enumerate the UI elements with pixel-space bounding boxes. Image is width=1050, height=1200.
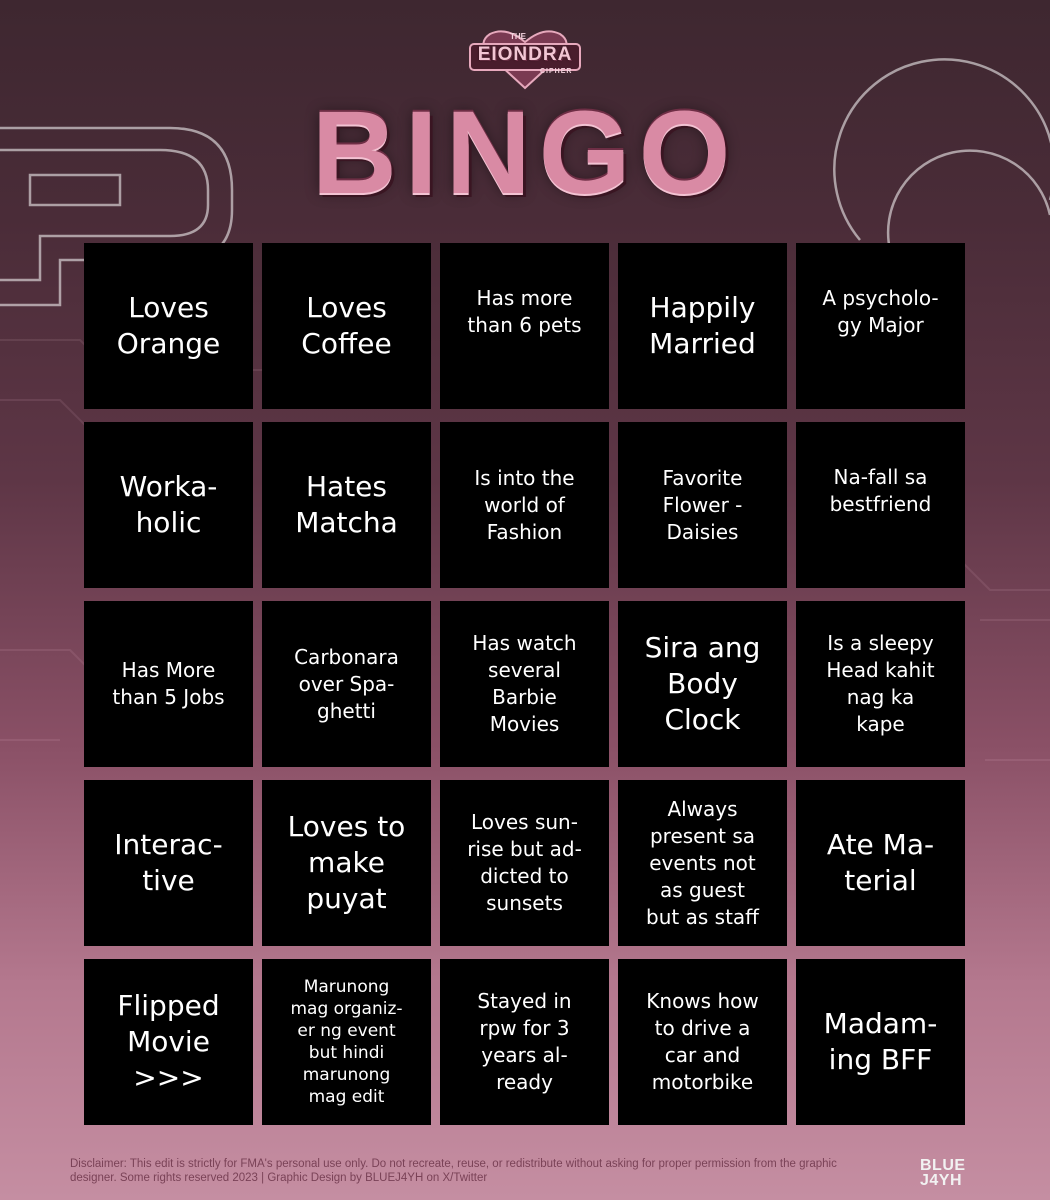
bingo-cell-text: Is into the world of Fashion bbox=[474, 465, 575, 544]
bingo-cell[interactable] bbox=[796, 959, 965, 1125]
bingo-cell[interactable] bbox=[796, 601, 965, 767]
bingo-cell[interactable] bbox=[618, 243, 787, 409]
bingo-cell[interactable] bbox=[440, 243, 609, 409]
designer-logo-line2: J4YH bbox=[920, 1172, 963, 1189]
bingo-cell-text: Hates Matcha bbox=[295, 470, 398, 539]
bingo-cell-text: Na-fall sa bestfriend bbox=[829, 465, 932, 516]
bingo-cell-text: Loves sun- rise but ad- dicted to sunsets bbox=[467, 810, 582, 915]
bingo-cell[interactable] bbox=[262, 243, 431, 409]
bingo-cell-text: Has More than 5 Jobs bbox=[112, 658, 225, 709]
bingo-cell[interactable] bbox=[440, 959, 609, 1125]
logo-cipher-text: CIPHER bbox=[540, 68, 573, 75]
logo-name: EIONDRA bbox=[477, 44, 573, 65]
bingo-cell[interactable] bbox=[84, 780, 253, 946]
bingo-cell[interactable] bbox=[262, 959, 431, 1125]
bingo-cell-text: Carbonara over Spa- ghetti bbox=[294, 644, 399, 723]
bingo-cell[interactable] bbox=[84, 422, 253, 588]
bingo-cell-text: Favorite Flower - Daisies bbox=[662, 465, 743, 544]
bingo-cell-text: Has more than 6 pets bbox=[467, 286, 582, 337]
page-title: BINGO bbox=[311, 87, 739, 219]
bingo-cell[interactable] bbox=[618, 601, 787, 767]
bingo-cell-text: Worka- holic bbox=[119, 470, 218, 539]
bingo-cell[interactable] bbox=[440, 422, 609, 588]
bingo-cell[interactable] bbox=[84, 243, 253, 409]
disclaimer-text: Disclaimer: This edit is strictly for FMA's personal use only. Do not recreate, reuse, or redistribute without asking for proper permission from the graphic designer. Some rights reserved 2023 | Graphic Design by BLUEJ4YH on X/Twitter bbox=[70, 1158, 837, 1184]
bingo-cell-text: Stayed in rpw for 3 years al- ready bbox=[477, 989, 572, 1094]
bingo-grid bbox=[84, 243, 965, 1125]
bingo-cell[interactable] bbox=[796, 243, 965, 409]
bingo-cell[interactable] bbox=[262, 422, 431, 588]
designer-logo-line1: BLUE bbox=[920, 1157, 966, 1174]
logo-the-text: THE bbox=[510, 32, 526, 41]
bingo-cell[interactable] bbox=[440, 601, 609, 767]
bingo-cell-text: Marunong mag organiz- er ng event but hindi marunong mag edit bbox=[290, 977, 403, 1107]
bingo-cell-text: Madam- ing BFF bbox=[823, 1007, 938, 1076]
bingo-cell-text: Loves Coffee bbox=[301, 291, 392, 360]
bingo-cell-text: A psycholo- gy Major bbox=[822, 286, 939, 337]
bingo-cell-text: Has watch several Barbie Movies bbox=[472, 631, 577, 736]
bingo-cell-text: Is a sleepy Head kahit nag ka kape bbox=[826, 631, 935, 736]
bingo-cell-text: Sira ang Body Clock bbox=[644, 631, 761, 736]
bingo-cell-text: Ate Ma- terial bbox=[826, 828, 935, 897]
bingo-cell-text: Loves to make puyat bbox=[287, 810, 406, 915]
bingo-cell[interactable] bbox=[796, 780, 965, 946]
header bbox=[0, 0, 1050, 240]
bingo-cell-text: Happily Married bbox=[649, 291, 756, 360]
designer-logo bbox=[920, 1158, 980, 1188]
bingo-cell[interactable] bbox=[84, 959, 253, 1125]
bingo-cell-text: Interac- tive bbox=[114, 828, 223, 897]
bingo-cell[interactable] bbox=[84, 601, 253, 767]
logo-badge bbox=[468, 28, 582, 90]
bingo-cell[interactable] bbox=[618, 959, 787, 1125]
bingo-cell[interactable] bbox=[262, 601, 431, 767]
bingo-cell-text: Flipped Movie >>> bbox=[117, 989, 220, 1094]
bingo-cell[interactable] bbox=[262, 780, 431, 946]
bingo-cell[interactable] bbox=[440, 780, 609, 946]
bingo-cell-text: Knows how to drive a car and motorbike bbox=[646, 989, 759, 1094]
bingo-cell[interactable] bbox=[618, 422, 787, 588]
bingo-cell-text: Always present sa events not as guest but as staff bbox=[646, 796, 759, 929]
bingo-cell-text: Loves Orange bbox=[116, 291, 221, 360]
bingo-cell[interactable] bbox=[618, 780, 787, 946]
bingo-cell[interactable] bbox=[796, 422, 965, 588]
